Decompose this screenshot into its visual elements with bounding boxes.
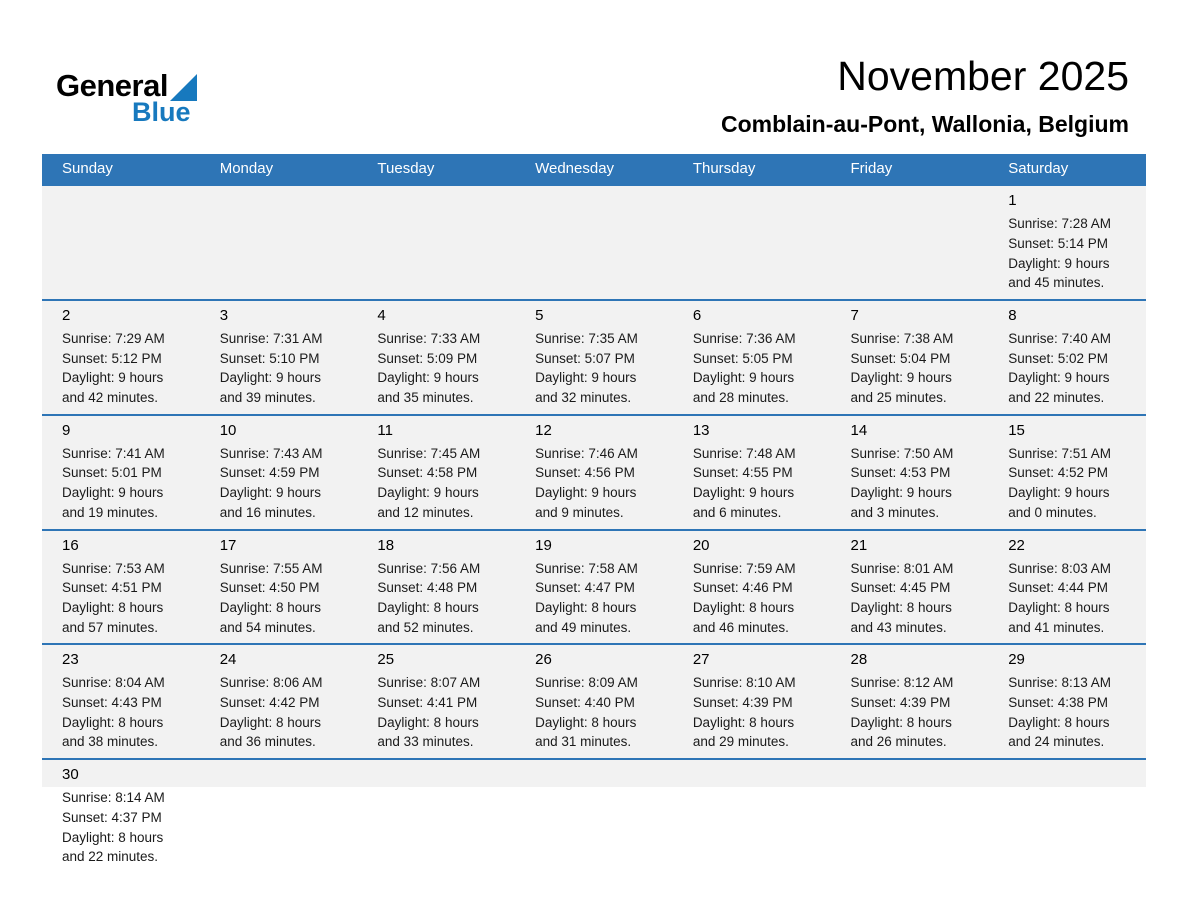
calendar-weeks (42, 184, 1146, 873)
day-number: 15 (1008, 421, 1025, 439)
sunset-text: Sunset: 4:41 PM (377, 695, 478, 711)
sunrise-text: Sunrise: 7:56 AM (377, 560, 481, 576)
sunrise-text: Sunrise: 8:01 AM (850, 560, 954, 576)
day-cell (515, 531, 673, 644)
empty-cell (42, 186, 200, 299)
daylight-hours-text: Daylight: 9 hours (850, 485, 952, 501)
day-cell (42, 416, 200, 529)
daylight-hours-text: Daylight: 9 hours (535, 485, 637, 501)
daylight-minutes-text: and 28 minutes. (692, 390, 789, 406)
weekday-header-friday: Friday (850, 160, 893, 178)
sunset-text: Sunset: 4:37 PM (62, 809, 162, 825)
sunrise-text: Sunrise: 7:55 AM (219, 560, 323, 576)
sunrise-text: Sunrise: 8:06 AM (219, 675, 323, 691)
sunset-text: Sunset: 4:59 PM (219, 465, 320, 481)
sunrise-text: Sunrise: 7:35 AM (535, 330, 638, 346)
daylight-hours-text: Daylight: 8 hours (850, 599, 952, 615)
daylight-minutes-text: and 0 minutes. (1008, 504, 1097, 520)
daylight-minutes-text: and 22 minutes. (62, 849, 159, 865)
empty-cell (515, 760, 673, 873)
sunrise-text: Sunrise: 7:45 AM (377, 445, 481, 461)
day-cell (831, 301, 989, 414)
empty-cell (988, 760, 1146, 873)
daylight-hours-text: Daylight: 9 hours (377, 485, 479, 501)
daylight-hours-text: Daylight: 9 hours (62, 370, 164, 386)
daylight-hours-text: Daylight: 9 hours (1008, 255, 1110, 271)
logo-text-general: General (56, 68, 168, 103)
daylight-minutes-text: and 3 minutes. (850, 504, 940, 520)
day-cell (357, 416, 515, 529)
sunset-text: Sunset: 4:46 PM (692, 580, 793, 596)
daylight-minutes-text: and 22 minutes. (1008, 390, 1105, 406)
daylight-minutes-text: and 19 minutes. (62, 504, 159, 520)
daylight-minutes-text: and 43 minutes. (850, 619, 947, 635)
daylight-minutes-text: and 36 minutes. (219, 734, 316, 750)
day-number: 22 (1008, 536, 1025, 554)
daylight-hours-text: Daylight: 9 hours (219, 370, 322, 386)
sunrise-text: Sunrise: 8:03 AM (1008, 560, 1112, 576)
daylight-hours-text: Daylight: 9 hours (850, 370, 952, 386)
empty-cell (515, 186, 673, 299)
sunset-text: Sunset: 5:04 PM (850, 350, 951, 366)
sunrise-text: Sunrise: 8:04 AM (62, 675, 165, 691)
day-cell (515, 416, 673, 529)
day-cell (515, 301, 673, 414)
sunrise-text: Sunrise: 7:29 AM (62, 330, 165, 346)
sunset-text: Sunset: 5:01 PM (62, 465, 162, 481)
weekday-header-thursday: Thursday (692, 160, 756, 178)
sunset-text: Sunset: 4:48 PM (377, 580, 478, 596)
day-number: 24 (219, 651, 237, 669)
empty-cell (200, 186, 358, 299)
sunrise-text: Sunrise: 8:09 AM (535, 675, 638, 691)
daylight-hours-text: Daylight: 9 hours (535, 370, 637, 386)
day-cell (988, 301, 1146, 414)
day-cell (42, 645, 200, 758)
day-number: 26 (535, 651, 552, 669)
day-cell (42, 760, 200, 873)
general-blue-logo (56, 50, 197, 126)
day-cell (673, 645, 831, 758)
daylight-minutes-text: and 42 minutes. (62, 390, 159, 406)
day-cell (673, 416, 831, 529)
empty-cell (357, 760, 515, 873)
sunset-text: Sunset: 4:39 PM (850, 695, 951, 711)
daylight-hours-text: Daylight: 8 hours (219, 599, 322, 615)
sunrise-text: Sunrise: 7:41 AM (62, 445, 165, 461)
sunset-text: Sunset: 4:44 PM (1008, 580, 1109, 596)
empty-cell (831, 760, 989, 873)
sunset-text: Sunset: 4:52 PM (1008, 465, 1109, 481)
daylight-minutes-text: and 6 minutes. (692, 504, 782, 520)
sunrise-text: Sunrise: 7:43 AM (219, 445, 323, 461)
daylight-minutes-text: and 35 minutes. (377, 390, 474, 406)
location-subtitle: Comblain-au-Pont, Wallonia, Belgium (720, 111, 1129, 138)
sunset-text: Sunset: 5:07 PM (535, 350, 635, 366)
day-number: 12 (535, 421, 552, 439)
day-cell (515, 645, 673, 758)
week-row (42, 758, 1146, 873)
day-cell (988, 416, 1146, 529)
daylight-minutes-text: and 9 minutes. (535, 504, 624, 520)
daylight-minutes-text: and 39 minutes. (219, 390, 316, 406)
week-row (42, 414, 1146, 529)
day-number: 30 (62, 766, 79, 784)
day-number: 17 (219, 536, 237, 554)
day-cell (357, 645, 515, 758)
day-number: 18 (377, 536, 395, 554)
day-number: 28 (850, 651, 868, 669)
day-number: 3 (219, 306, 229, 324)
sunset-text: Sunset: 4:39 PM (692, 695, 793, 711)
sunrise-text: Sunrise: 7:48 AM (692, 445, 796, 461)
day-number: 21 (850, 536, 868, 554)
day-cell (42, 531, 200, 644)
page-header (0, 0, 1188, 138)
day-cell (357, 301, 515, 414)
day-cell (831, 645, 989, 758)
daylight-minutes-text: and 57 minutes. (62, 619, 159, 635)
day-number: 6 (692, 306, 702, 324)
daylight-minutes-text: and 26 minutes. (850, 734, 947, 750)
daylight-hours-text: Daylight: 8 hours (377, 599, 479, 615)
sunrise-text: Sunrise: 7:40 AM (1008, 330, 1112, 346)
day-cell (673, 301, 831, 414)
sunrise-text: Sunrise: 7:36 AM (692, 330, 796, 346)
day-number: 20 (692, 536, 710, 554)
sunset-text: Sunset: 4:43 PM (62, 695, 162, 711)
daylight-hours-text: Daylight: 9 hours (219, 485, 322, 501)
sunrise-text: Sunrise: 7:59 AM (692, 560, 796, 576)
daylight-hours-text: Daylight: 8 hours (850, 714, 952, 730)
day-number: 4 (377, 306, 386, 324)
week-row (42, 643, 1146, 758)
day-cell (200, 301, 358, 414)
sunrise-text: Sunrise: 7:33 AM (377, 330, 481, 346)
sunset-text: Sunset: 5:05 PM (692, 350, 793, 366)
sunset-text: Sunset: 4:55 PM (692, 465, 793, 481)
sunset-text: Sunset: 4:53 PM (850, 465, 951, 481)
daylight-hours-text: Daylight: 9 hours (1008, 485, 1110, 501)
day-cell (200, 416, 358, 529)
daylight-hours-text: Daylight: 8 hours (1008, 714, 1110, 730)
day-number: 5 (535, 306, 544, 324)
sunset-text: Sunset: 5:12 PM (62, 350, 162, 366)
daylight-minutes-text: and 29 minutes. (692, 734, 789, 750)
sunrise-text: Sunrise: 7:50 AM (850, 445, 954, 461)
day-number: 1 (1008, 192, 1017, 210)
week-row (42, 184, 1146, 299)
day-cell (673, 531, 831, 644)
sunrise-text: Sunrise: 7:51 AM (1008, 445, 1112, 461)
sunset-text: Sunset: 5:10 PM (219, 350, 320, 366)
day-number: 13 (692, 421, 710, 439)
day-number: 10 (219, 421, 237, 439)
daylight-minutes-text: and 33 minutes. (377, 734, 474, 750)
sunrise-text: Sunrise: 7:31 AM (219, 330, 323, 346)
day-number: 2 (62, 306, 71, 324)
daylight-hours-text: Daylight: 8 hours (377, 714, 479, 730)
daylight-minutes-text: and 24 minutes. (1008, 734, 1105, 750)
month-title: November 2025 (837, 53, 1129, 99)
logo-text-blue: Blue (132, 97, 191, 127)
daylight-minutes-text: and 31 minutes. (535, 734, 632, 750)
day-number: 23 (62, 651, 79, 669)
calendar-table (42, 154, 1146, 873)
daylight-minutes-text: and 45 minutes. (1008, 275, 1105, 291)
day-number: 25 (377, 651, 395, 669)
sunset-text: Sunset: 4:50 PM (219, 580, 320, 596)
daylight-hours-text: Daylight: 9 hours (692, 485, 795, 501)
daylight-minutes-text: and 32 minutes. (535, 390, 632, 406)
empty-cell (673, 760, 831, 873)
day-number: 19 (535, 536, 552, 554)
sunset-text: Sunset: 5:02 PM (1008, 350, 1109, 366)
week-row (42, 529, 1146, 644)
day-cell (988, 186, 1146, 299)
sunset-text: Sunset: 4:58 PM (377, 465, 478, 481)
daylight-minutes-text: and 25 minutes. (850, 390, 947, 406)
day-cell (988, 645, 1146, 758)
sunrise-text: Sunrise: 8:12 AM (850, 675, 954, 691)
daylight-hours-text: Daylight: 8 hours (535, 599, 637, 615)
sunrise-text: Sunrise: 8:13 AM (1008, 675, 1112, 691)
week-row (42, 299, 1146, 414)
weekday-header-saturday: Saturday (1008, 160, 1069, 178)
day-number: 11 (377, 421, 393, 439)
day-cell (357, 531, 515, 644)
day-cell (42, 301, 200, 414)
day-cell (831, 416, 989, 529)
empty-cell (200, 760, 358, 873)
sunrise-text: Sunrise: 8:10 AM (692, 675, 796, 691)
sunrise-text: Sunrise: 7:58 AM (535, 560, 638, 576)
day-number: 29 (1008, 651, 1025, 669)
daylight-hours-text: Daylight: 8 hours (692, 714, 795, 730)
day-number: 14 (850, 421, 868, 439)
day-cell (988, 531, 1146, 644)
daylight-hours-text: Daylight: 8 hours (219, 714, 322, 730)
daylight-minutes-text: and 12 minutes. (377, 504, 474, 520)
sunset-text: Sunset: 4:45 PM (850, 580, 951, 596)
sunset-text: Sunset: 5:09 PM (377, 350, 478, 366)
weekday-header-monday: Monday (219, 160, 274, 178)
day-number: 16 (62, 536, 79, 554)
empty-cell (357, 186, 515, 299)
daylight-minutes-text: and 38 minutes. (62, 734, 159, 750)
sunset-text: Sunset: 4:56 PM (535, 465, 635, 481)
sunset-text: Sunset: 4:47 PM (535, 580, 635, 596)
day-number: 7 (850, 306, 859, 324)
day-cell (200, 645, 358, 758)
daylight-hours-text: Daylight: 8 hours (692, 599, 795, 615)
daylight-minutes-text: and 41 minutes. (1008, 619, 1105, 635)
daylight-minutes-text: and 52 minutes. (377, 619, 474, 635)
title-block (721, 50, 1129, 138)
daylight-hours-text: Daylight: 8 hours (62, 599, 164, 615)
daylight-hours-text: Daylight: 8 hours (1008, 599, 1110, 615)
day-number: 27 (692, 651, 710, 669)
weekday-header-sunday: Sunday (62, 160, 113, 178)
sunset-text: Sunset: 4:38 PM (1008, 695, 1109, 711)
empty-cell (831, 186, 989, 299)
daylight-minutes-text: and 54 minutes. (219, 619, 316, 635)
daylight-hours-text: Daylight: 9 hours (62, 485, 164, 501)
weekday-header-tuesday: Tuesday (377, 160, 435, 178)
sunrise-text: Sunrise: 8:07 AM (377, 675, 481, 691)
sunset-text: Sunset: 4:51 PM (62, 580, 162, 596)
day-number: 8 (1008, 306, 1017, 324)
sunset-text: Sunset: 4:42 PM (219, 695, 320, 711)
sunrise-text: Sunrise: 8:14 AM (62, 790, 165, 806)
sunset-text: Sunset: 5:14 PM (1008, 235, 1109, 251)
day-cell (831, 531, 989, 644)
sunrise-text: Sunrise: 7:38 AM (850, 330, 954, 346)
sunrise-text: Sunrise: 7:46 AM (535, 445, 638, 461)
empty-cell (673, 186, 831, 299)
daylight-hours-text: Daylight: 9 hours (377, 370, 479, 386)
daylight-hours-text: Daylight: 9 hours (1008, 370, 1110, 386)
sunset-text: Sunset: 4:40 PM (535, 695, 635, 711)
daylight-minutes-text: and 46 minutes. (692, 619, 789, 635)
daylight-hours-text: Daylight: 8 hours (62, 714, 164, 730)
daylight-minutes-text: and 49 minutes. (535, 619, 632, 635)
weekday-header-row (42, 154, 1146, 184)
daylight-minutes-text: and 16 minutes. (219, 504, 316, 520)
sunrise-text: Sunrise: 7:53 AM (62, 560, 165, 576)
daylight-hours-text: Daylight: 8 hours (62, 829, 164, 845)
day-cell (200, 531, 358, 644)
sunrise-text: Sunrise: 7:28 AM (1008, 216, 1112, 232)
daylight-hours-text: Daylight: 8 hours (535, 714, 637, 730)
day-number: 9 (62, 421, 71, 439)
weekday-header-wednesday: Wednesday (535, 160, 615, 178)
daylight-hours-text: Daylight: 9 hours (692, 370, 795, 386)
